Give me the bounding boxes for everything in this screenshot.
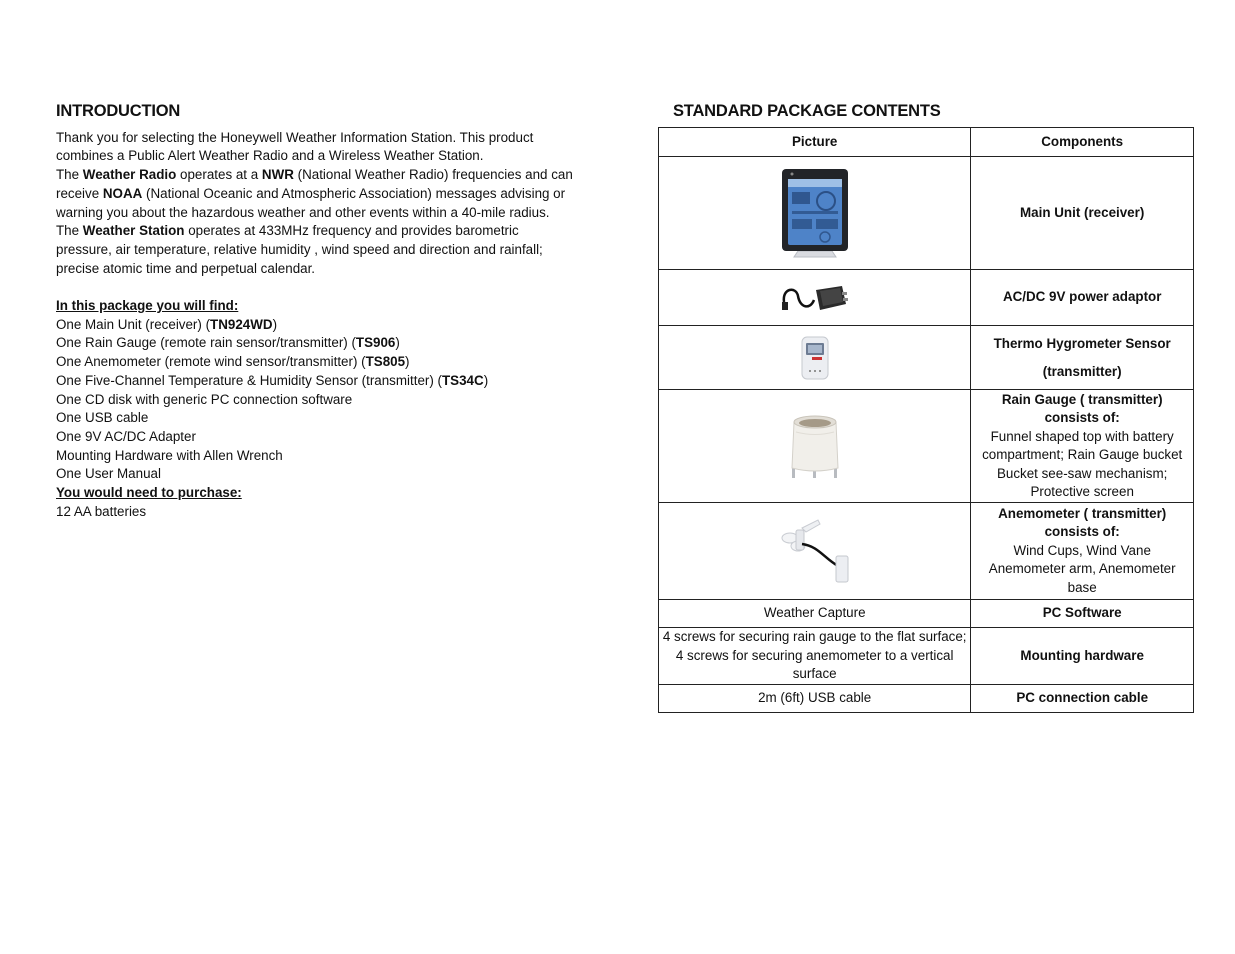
table-row bbox=[659, 326, 1194, 390]
anemometer-image bbox=[659, 503, 971, 600]
component-pc-software: PC Software bbox=[971, 600, 1194, 628]
table-row bbox=[659, 685, 1194, 713]
introduction-section bbox=[56, 102, 576, 521]
table-row bbox=[659, 390, 1194, 503]
intro-paragraph-3: The Weather Station operates at 433MHz frequency and provides barometric pressure, air temperature, relative humidity , wind speed and direction and rainfall; precise atomic time and perpetual calendar. bbox=[56, 223, 543, 276]
intro-paragraph-2: The Weather Radio operates at a NWR (National Weather Radio) frequencies and can receive NOAA (National Oceanic and Atmospheric Association) messages advising or warning you about the hazardous weather and other events within a 40-mile radius. bbox=[56, 167, 573, 220]
component-line: Thermo Hygrometer Sensor bbox=[993, 335, 1171, 351]
component-detail: Funnel shaped top with battery compartment; Rain Gauge bucket Bucket see-saw mechanism; Protective screen bbox=[982, 428, 1183, 499]
table-row bbox=[659, 628, 1194, 685]
picture-text: Weather Capture bbox=[659, 600, 971, 628]
list-item: One User Manual bbox=[56, 466, 161, 482]
picture-text: 4 screws for securing rain gauge to the flat surface; 4 screws for securing anemometer to a vertical surface bbox=[659, 628, 971, 685]
main-unit-image bbox=[659, 157, 971, 270]
component-detail: Wind Cups, Wind Vane Anemometer arm, Anemometer base bbox=[988, 542, 1176, 595]
table-row bbox=[659, 600, 1194, 628]
list-item: One Anemometer (remote wind sensor/transmitter) (TS805) bbox=[56, 354, 410, 370]
purchase-heading: You would need to purchase: bbox=[56, 485, 242, 501]
package-contents-table bbox=[658, 127, 1194, 713]
table-row bbox=[659, 270, 1194, 326]
component-power-adaptor: AC/DC 9V power adaptor bbox=[971, 270, 1194, 326]
list-item: Mounting Hardware with Allen Wrench bbox=[56, 447, 283, 463]
header-components: Components bbox=[971, 128, 1194, 157]
anemometer-icon bbox=[778, 516, 852, 586]
thermo-sensor-image bbox=[659, 326, 971, 390]
list-item: One Rain Gauge (remote rain sensor/transmitter) (TS906) bbox=[56, 335, 400, 351]
table-header-row bbox=[659, 128, 1194, 157]
introduction-title: INTRODUCTION bbox=[56, 102, 181, 120]
component-line: (transmitter) bbox=[1042, 363, 1122, 379]
power-adaptor-image bbox=[659, 270, 971, 326]
component-main-unit: Main Unit (receiver) bbox=[971, 157, 1194, 270]
list-item: One USB cable bbox=[56, 410, 149, 426]
power-adaptor-icon bbox=[780, 280, 850, 316]
main-unit-icon bbox=[780, 167, 850, 259]
rain-gauge-image bbox=[659, 390, 971, 503]
thermo-sensor-icon bbox=[798, 335, 832, 381]
table-row bbox=[659, 503, 1194, 600]
list-item: One Five-Channel Temperature & Humidity Sensor (transmitter) (TS34C) bbox=[56, 372, 489, 388]
component-rain-gauge bbox=[971, 390, 1194, 503]
table-row bbox=[659, 157, 1194, 270]
header-picture: Picture bbox=[659, 128, 971, 157]
component-pc-connection-cable: PC connection cable bbox=[971, 685, 1194, 713]
picture-text: 2m (6ft) USB cable bbox=[659, 685, 971, 713]
rain-gauge-icon bbox=[784, 412, 846, 480]
package-contents-title: STANDARD PACKAGE CONTENTS bbox=[673, 102, 941, 120]
component-mounting-hardware: Mounting hardware bbox=[971, 628, 1194, 685]
package-heading: In this package you will find: bbox=[56, 298, 239, 314]
component-title: Anemometer ( transmitter) consists of: bbox=[998, 505, 1167, 540]
list-item: 12 AA batteries bbox=[56, 503, 147, 519]
list-item: One CD disk with generic PC connection software bbox=[56, 391, 353, 407]
component-thermo-sensor bbox=[971, 326, 1194, 390]
list-item: One 9V AC/DC Adapter bbox=[56, 428, 196, 444]
component-title: Rain Gauge ( transmitter) consists of: bbox=[1001, 391, 1163, 425]
component-anemometer bbox=[971, 503, 1194, 600]
intro-paragraph-1: Thank you for selecting the Honeywell Weather Information Station. This product combines a Public Alert Weather Radio and a Wireless Weather Station. bbox=[56, 129, 534, 164]
list-item: One Main Unit (receiver) (TN924WD) bbox=[56, 316, 278, 332]
package-contents-section bbox=[658, 102, 1194, 713]
